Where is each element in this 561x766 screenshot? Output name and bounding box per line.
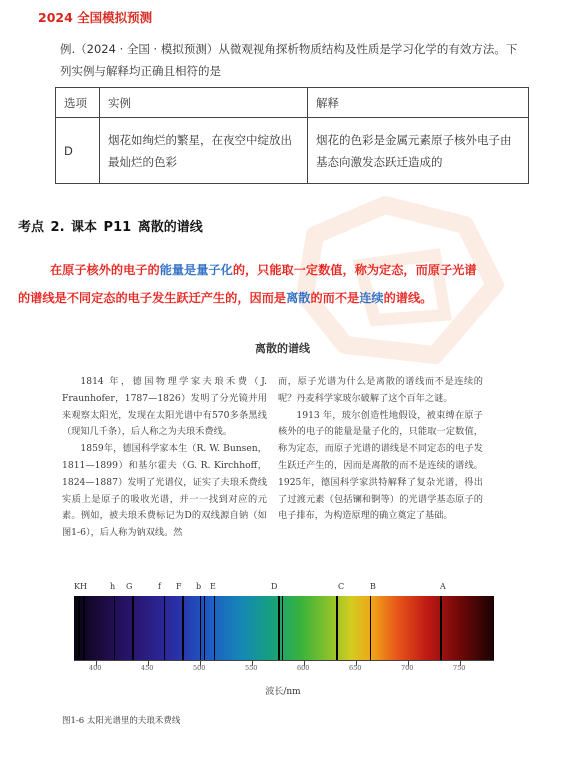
table-cell-example [100, 118, 308, 184]
axis-tick-label: 400 [89, 664, 102, 672]
spectrum-axis [74, 660, 494, 670]
figure-caption: 图1-6 太阳光谱里的夫琅禾费线 [62, 716, 181, 726]
spectrum-label: E [210, 582, 216, 591]
spectrum-band [74, 596, 494, 660]
table-header-example: 实例 [100, 88, 308, 118]
table-cell-option: D [56, 118, 100, 184]
table-header-explanation: 解释 [308, 88, 529, 118]
solar-spectrum-figure [68, 582, 498, 702]
spectrum-label: b [196, 582, 202, 591]
fraunhofer-line [278, 596, 280, 660]
question-line-2: 列实例与解释均正确且相符的是 [60, 64, 221, 78]
page-header-title: 2024 全国模拟预测 [38, 10, 153, 25]
kp-text: 在原子核外的电子的 [50, 263, 160, 277]
kp-text: 的谱线。 [383, 291, 433, 305]
spectrum-label: A [440, 582, 446, 591]
fraunhofer-line [200, 596, 201, 660]
example-line-1: 烟花如绚烂的繁星，在夜空中绽放出 [108, 132, 292, 147]
axis-tick-label: 700 [401, 664, 414, 672]
fraunhofer-line [78, 596, 80, 660]
explanation-line-1: 烟花的色彩是金属元素原子核外电子由 [316, 132, 512, 147]
textbook-title: 离散的谱线 [255, 342, 310, 355]
textbook-paragraph: 1913 年，玻尔创造性地假设，被束缚在原子核外的电子的能量是量子化的，只能取一定数值，称为定态，而原子光谱的谱线是不同定态的电子发生跃迁产生的，因而是离散的而不是连续的谱线。1925年，德国科学家洪特解释了复杂光谱，得出了过渡元素（包括镧和锕等）的光谱学基态原子的电子排布，为构造原理的确立奠定了基础。 [278, 409, 483, 522]
textbook-column-left [62, 374, 267, 542]
axis-tick-label: 450 [141, 664, 154, 672]
question-line-1: 例.（2024 · 全国 · 模拟预测）从微观视角探析物质结构及性质是学习化学的有效方法。下 [60, 42, 518, 56]
kp-text: 的谱线是不同定态的电子发生跃迁产生的，因而是 [18, 291, 287, 305]
axis-tick-label: 550 [245, 664, 258, 672]
spectrum-label: F [176, 582, 182, 591]
fraunhofer-line [440, 596, 442, 660]
table-row [56, 118, 529, 184]
answer-table [55, 87, 529, 184]
explanation-line-2: 基态向激发态跃迁造成的 [316, 154, 443, 169]
table-cell-explanation [308, 118, 529, 184]
spectrum-label: D [271, 582, 278, 591]
kp-emphasis: 连续 [359, 291, 384, 305]
textbook-paragraph: 1814 年，德国物理学家夫琅禾费（J. Fraunhofer，1787—1826）发明了分光镜并用来观察太阳光，发现在太阳光谱中有570多条黑线（现知几千条），后人称之为夫琅禾费线。 [62, 376, 267, 438]
textbook-paragraph: 而，原子光谱为什么是离散的谱线而不是连续的呢？丹麦科学家玻尔破解了这个百年之谜。 [278, 376, 483, 404]
textbook-excerpt [60, 330, 505, 750]
fraunhofer-line [83, 596, 85, 660]
fraunhofer-line [370, 596, 371, 660]
axis-tick-label: 600 [297, 664, 310, 672]
spectrum-label: C [338, 582, 345, 591]
axis-tick-label: 750 [453, 664, 466, 672]
fraunhofer-line [182, 596, 184, 660]
spectrum-label: B [370, 582, 376, 591]
spectrum-label: f [158, 582, 161, 591]
kp-emphasis: 能量是量子化 [159, 263, 233, 277]
spectrum-label: KH [74, 582, 87, 591]
kp-text: 的，只能取一定数值，称为定态，而原子光谱 [232, 263, 477, 277]
section-heading: 考点 2. 课本 P11 离散的谱线 [18, 220, 203, 235]
fraunhofer-line [114, 596, 115, 660]
key-point-line-1 [18, 256, 548, 284]
table-header-option: 选项 [56, 88, 100, 118]
axis-tick-label: 500 [193, 664, 206, 672]
spectrum-label: h [110, 582, 116, 591]
question-text [60, 38, 538, 82]
kp-text: 的而不是 [310, 291, 360, 305]
table-header-row [56, 88, 529, 118]
textbook-column-right [278, 374, 483, 525]
key-point-line-2 [18, 284, 548, 312]
key-point-paragraph [18, 256, 548, 312]
axis-tick-label: 650 [349, 664, 362, 672]
kp-emphasis: 离散 [286, 291, 311, 305]
fraunhofer-line [204, 596, 205, 660]
example-line-2: 最灿烂的色彩 [108, 154, 177, 169]
fraunhofer-line [164, 596, 165, 660]
textbook-paragraph: 1859年，德国科学家本生（R. W. Bunsen，1811—1899）和基尔霍夫（G. R. Kirchhoff，1824—1887）发明了光谱仪，证实了夫琅禾费线实质上是原子的吸收光谱，并一一找到对应的元素。例如，被夫琅禾费标记为D的双线源自钠（如图1-6），后人称为钠双线。然 [62, 443, 267, 539]
fraunhofer-line [282, 596, 283, 660]
spectrum-label: G [126, 582, 133, 591]
fraunhofer-line [132, 596, 134, 660]
fraunhofer-line [336, 596, 338, 660]
fraunhofer-line [214, 596, 215, 660]
spectrum-axis-label: 波长/nm [265, 687, 301, 697]
